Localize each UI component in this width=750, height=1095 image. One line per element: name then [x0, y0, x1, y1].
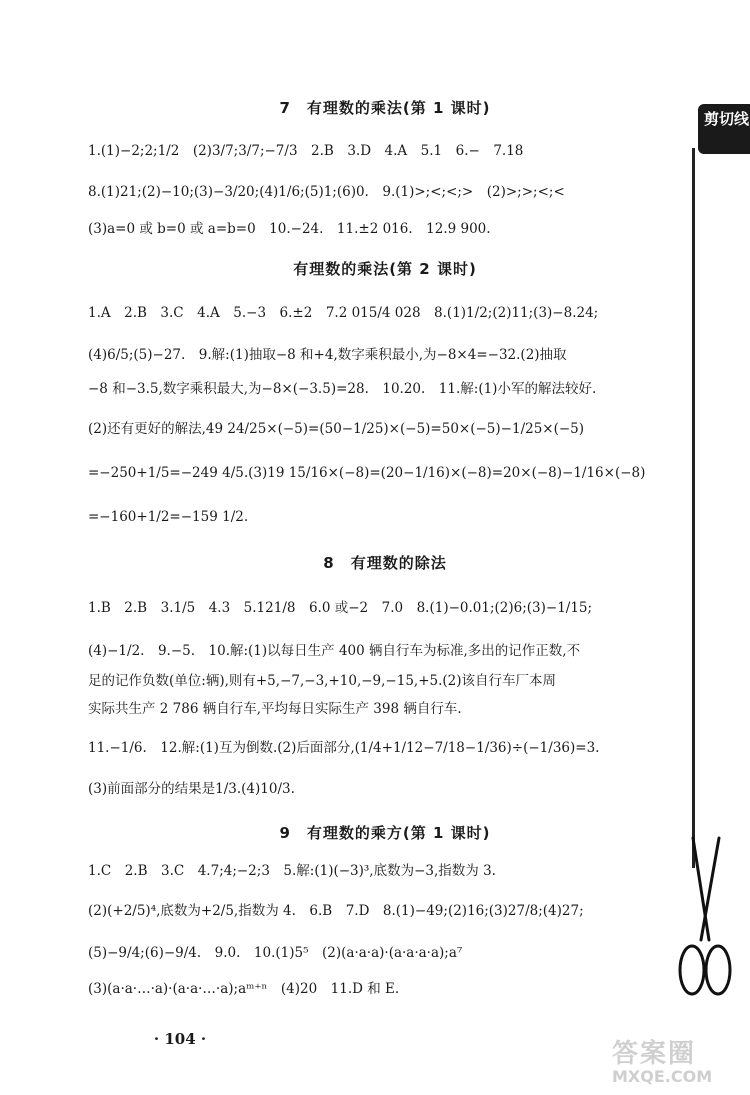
- answer-line: 1.C 2.B 3.C 4.7;4;−2;3 5.解:(1)(−3)³,底数为−3,指数为 3.: [88, 863, 496, 879]
- answer-line: −8 和−3.5,数字乘积最大,为−8×(−3.5)=28. 10.20. 11.解:(1)小军的解法较好.: [88, 381, 597, 397]
- section-title: 有理数的乘法(第 2 课时): [293, 260, 477, 278]
- answer-line: (4)−1/2. 9.−5. 10.解:(1)以每日生产 400 辆自行车为标准,多出的记作正数,不: [88, 643, 581, 659]
- section-title: 8 有理数的除法: [323, 554, 447, 572]
- answer-line: (5)−9/4;(6)−9/4. 9.0. 10.(1)5⁵ (2)(a·a·a)·(a·a·a·a);a⁷: [88, 945, 463, 961]
- section-title: 7 有理数的乘法(第 1 课时): [279, 99, 491, 117]
- answer-line: 足的记作负数(单位:辆),则有+5,−7,−3,+10,−9,−15,+5.(2)该自行车厂本周: [88, 673, 557, 689]
- answer-line: 1.A 2.B 3.C 4.A 5.−3 6.±2 7.2 015/4 028 8.(1)1/2;(2)11;(3)−8.24;: [88, 305, 599, 321]
- section-title: 9 有理数的乘方(第 1 课时): [279, 824, 491, 842]
- cut-line-tab: 剪切线: [698, 104, 750, 154]
- answer-line: 8.(1)21;(2)−10;(3)−3/20;(4)1/6;(5)1;(6)0. 9.(1)>;<;<;> (2)>;>;<;<: [88, 184, 565, 200]
- answer-line: =−250+1/5=−249 4/5.(3)19 15/16×(−8)=(20−1/16)×(−8)=20×(−8)−1/16×(−8): [88, 465, 646, 481]
- page-number: · 104 ·: [153, 1030, 207, 1048]
- answer-line: =−160+1/2=−159 1/2.: [88, 509, 249, 525]
- answer-line: (3)(a·a·…·a)·(a·a·…·a);aᵐ⁺ⁿ (4)20 11.D 和 E.: [88, 981, 400, 997]
- answer-line: (3)前面部分的结果是1/3.(4)10/3.: [88, 781, 295, 797]
- watermark: [612, 1040, 750, 1090]
- answer-line: (2)还有更好的解法,49 24/25×(−5)=(50−1/25)×(−5)=50×(−5)−1/25×(−5): [88, 421, 585, 437]
- answer-line: 实际共生产 2 786 辆自行车,平均每日实际生产 398 辆自行车.: [88, 701, 462, 717]
- answer-line: 1.(1)−2;2;1/2 (2)3/7;3/7;−7/3 2.B 3.D 4.A 5.1 6.− 7.18: [88, 143, 524, 159]
- watermark-logo: 答案圈: [612, 1039, 697, 1069]
- answer-line: (3)a=0 或 b=0 或 a=b=0 10.−24. 11.±2 016. 12.9 900.: [88, 221, 491, 237]
- answer-line: 1.B 2.B 3.1/5 4.3 5.121/8 6.0 或−2 7.0 8.(1)−0.01;(2)6;(3)−1/15;: [88, 600, 593, 616]
- answer-line: (4)6/5;(5)−27. 9.解:(1)抽取−8 和+4,数字乘积最小,为−8×4=−32.(2)抽取: [88, 347, 567, 363]
- watermark-url: MXQE.COM: [612, 1067, 713, 1086]
- answer-line: (2)(+2/5)⁴,底数为+2/5,指数为 4. 6.B 7.D 8.(1)−49;(2)16;(3)27/8;(4)27;: [88, 903, 584, 919]
- scissors-icon: [675, 830, 735, 1010]
- cut-line-rule: [692, 148, 695, 868]
- answer-line: 11.−1/6. 12.解:(1)互为倒数.(2)后面部分,(1/4+1/12−7/18−1/36)÷(−1/36)=3.: [88, 740, 600, 756]
